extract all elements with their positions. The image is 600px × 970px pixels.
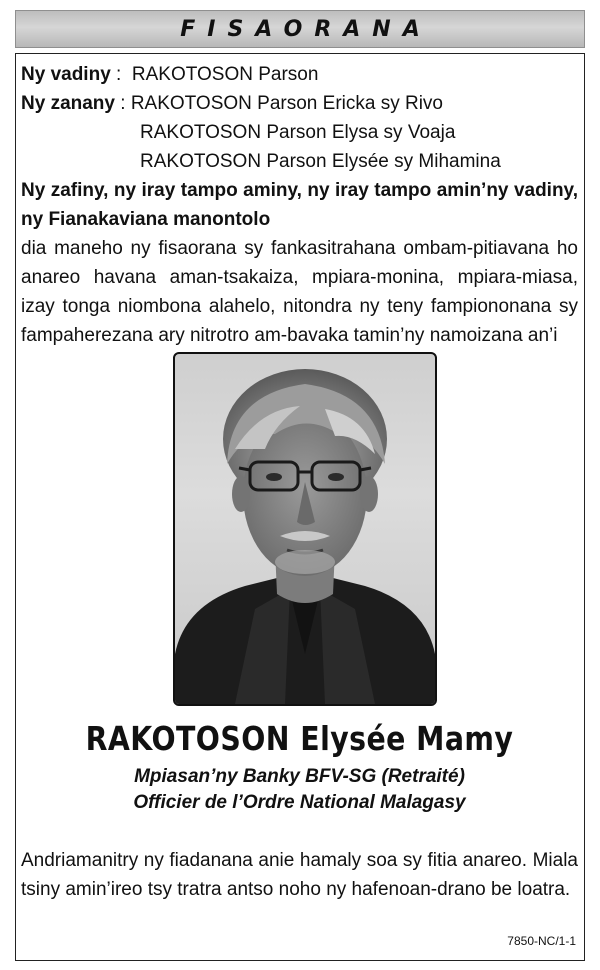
deceased-role-order: Officier de l’Ordre National Malagasy [133, 792, 466, 813]
header-banner [15, 10, 585, 48]
closing-paragraph: Andriamanitry ny fiadanana anie hamaly soa sy fitia anareo. Miala tsiny amin’ireo tsy tratra antso noho ny hafenoan-drano be loatra. [21, 850, 578, 900]
parents-label: Ny vadiny [21, 64, 111, 85]
thanks-paragraph: dia maneho ny fisaorana sy fankasitrahana ombam-pitiavana ho anareo havana aman-tsakaiza, mpiara-monina, mpiara-miasa, izay tonga niombona alahelo, nitondra ny teny fampiononana sy fampaherezana ary nitrotro am-bavaka tamin’ny namoizana an’i [21, 238, 578, 346]
portrait-photo [173, 352, 437, 706]
deceased-name: RAKOTOSON Elysée Mamy [85, 719, 514, 758]
deceased-role-bank: Mpiasan’ny Banky BFV-SG (Retraité) [134, 766, 465, 787]
reference-code: 7850-NC/1-1 [507, 934, 576, 948]
notice-frame [15, 53, 585, 961]
parents-value: RAKOTOSON Parson [131, 64, 319, 85]
children-line: Ny zanany : RAKOTOSON Parson Ericka sy Rivo [21, 93, 444, 114]
parents-line: Ny vadiny : RAKOTOSON Parson [21, 64, 319, 85]
child-entry-1: RAKOTOSON Parson Ericka sy Rivo [130, 93, 444, 114]
portrait-illustration [175, 354, 435, 704]
child-entry-2: RAKOTOSON Parson Elysa sy Voaja [140, 122, 456, 143]
relatives-line: Ny zafiny, ny iray tampo aminy, ny iray tampo amin’ny vadiny, ny Fianakaviana manontolo [21, 180, 578, 230]
header-title: FISAORANA [180, 16, 432, 42]
children-label: Ny zanany [21, 93, 115, 114]
child-entry-3: RAKOTOSON Parson Elysée sy Mihamina [140, 151, 501, 172]
family-section [21, 60, 578, 350]
